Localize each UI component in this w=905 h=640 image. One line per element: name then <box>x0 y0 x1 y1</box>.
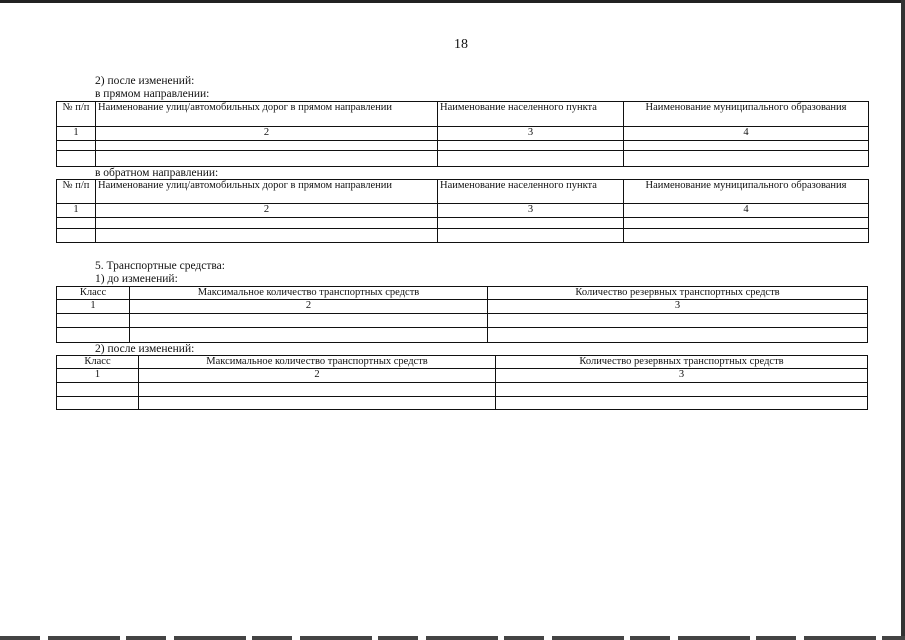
table-cell: 1 <box>57 204 96 218</box>
table-cell: 1 <box>57 300 130 314</box>
forward-routes-table <box>56 101 869 167</box>
table-row <box>57 141 869 151</box>
table-numbering-row <box>57 127 869 141</box>
column-header-number: № п/п <box>57 180 96 204</box>
table-row <box>57 328 868 343</box>
table-cell <box>438 218 624 229</box>
column-header-street: Наименование улиц/автомобильных дорог в прямом направлении <box>96 102 438 127</box>
table-cell: 1 <box>57 127 96 141</box>
table-row <box>57 397 868 410</box>
table-cell <box>496 383 868 397</box>
table-numbering-row <box>57 369 868 383</box>
table-cell <box>96 229 438 243</box>
table-cell: 4 <box>624 204 869 218</box>
table-cell: 2 <box>130 300 488 314</box>
page-right-border <box>901 0 905 640</box>
table-row <box>57 314 868 328</box>
page-number: 18 <box>454 37 468 52</box>
table-cell <box>57 151 96 167</box>
table-cell <box>96 141 438 151</box>
column-header-settlement: Наименование населенного пункта <box>438 102 624 127</box>
table-cell <box>96 218 438 229</box>
table-cell: 3 <box>438 127 624 141</box>
table-cell <box>57 383 139 397</box>
page-top-border <box>0 0 905 3</box>
column-header-settlement: Наименование населенного пункта <box>438 180 624 204</box>
table-row <box>57 151 869 167</box>
table-cell: 1 <box>57 369 139 383</box>
vehicles-section-title: 5. Транспортные средства: <box>95 260 225 272</box>
table-header-row <box>57 356 868 369</box>
table-cell <box>57 314 130 328</box>
column-header-number: № п/п <box>57 102 96 127</box>
table-cell <box>624 151 869 167</box>
table-header-row <box>57 102 869 127</box>
table-cell <box>488 328 868 343</box>
column-header-reserve-vehicles: Количество резервных транспортных средств <box>488 287 868 300</box>
before-changes-heading: 1) до изменений: <box>95 273 178 285</box>
table-cell <box>139 397 496 410</box>
table-cell <box>496 397 868 410</box>
table-numbering-row <box>57 204 869 218</box>
reverse-direction-heading: в обратном направлении: <box>95 167 219 179</box>
column-header-class: Класс <box>57 356 139 369</box>
table-header-row <box>57 287 868 300</box>
page-bottom-border <box>0 636 905 640</box>
vehicles-after-table <box>56 355 868 410</box>
table-cell <box>57 229 96 243</box>
table-cell: 2 <box>96 204 438 218</box>
table-row <box>57 218 869 229</box>
column-header-municipality: Наименование муниципального образования <box>624 180 869 204</box>
table-cell <box>57 328 130 343</box>
table-row <box>57 229 869 243</box>
reverse-routes-table <box>56 179 869 243</box>
vehicles-before-table <box>56 286 868 343</box>
table-cell <box>96 151 438 167</box>
table-cell <box>57 397 139 410</box>
forward-direction-heading: в прямом направлении: <box>95 88 210 100</box>
table-cell <box>57 141 96 151</box>
table-cell <box>139 383 496 397</box>
table-cell: 4 <box>624 127 869 141</box>
table-header-row <box>57 180 869 204</box>
column-header-max-vehicles: Максимальное количество транспортных средств <box>130 287 488 300</box>
column-header-municipality: Наименование муниципального образования <box>624 102 869 127</box>
table-cell: 3 <box>438 204 624 218</box>
table-cell <box>624 229 869 243</box>
table-numbering-row <box>57 300 868 314</box>
table-cell <box>624 141 869 151</box>
table-row <box>57 383 868 397</box>
table-cell: 3 <box>488 300 868 314</box>
table-cell <box>130 314 488 328</box>
column-header-reserve-vehicles: Количество резервных транспортных средств <box>496 356 868 369</box>
table-cell: 2 <box>96 127 438 141</box>
after-changes-vehicles-heading: 2) после изменений: <box>95 343 195 355</box>
column-header-street: Наименование улиц/автомобильных дорог в прямом направлении <box>96 180 438 204</box>
column-header-max-vehicles: Максимальное количество транспортных средств <box>139 356 496 369</box>
table-cell <box>488 314 868 328</box>
table-cell <box>438 229 624 243</box>
table-cell <box>438 151 624 167</box>
table-cell <box>130 328 488 343</box>
column-header-class: Класс <box>57 287 130 300</box>
table-cell <box>57 218 96 229</box>
table-cell <box>438 141 624 151</box>
table-cell: 2 <box>139 369 496 383</box>
after-changes-heading: 2) после изменений: <box>95 75 195 87</box>
table-cell <box>624 218 869 229</box>
table-cell: 3 <box>496 369 868 383</box>
